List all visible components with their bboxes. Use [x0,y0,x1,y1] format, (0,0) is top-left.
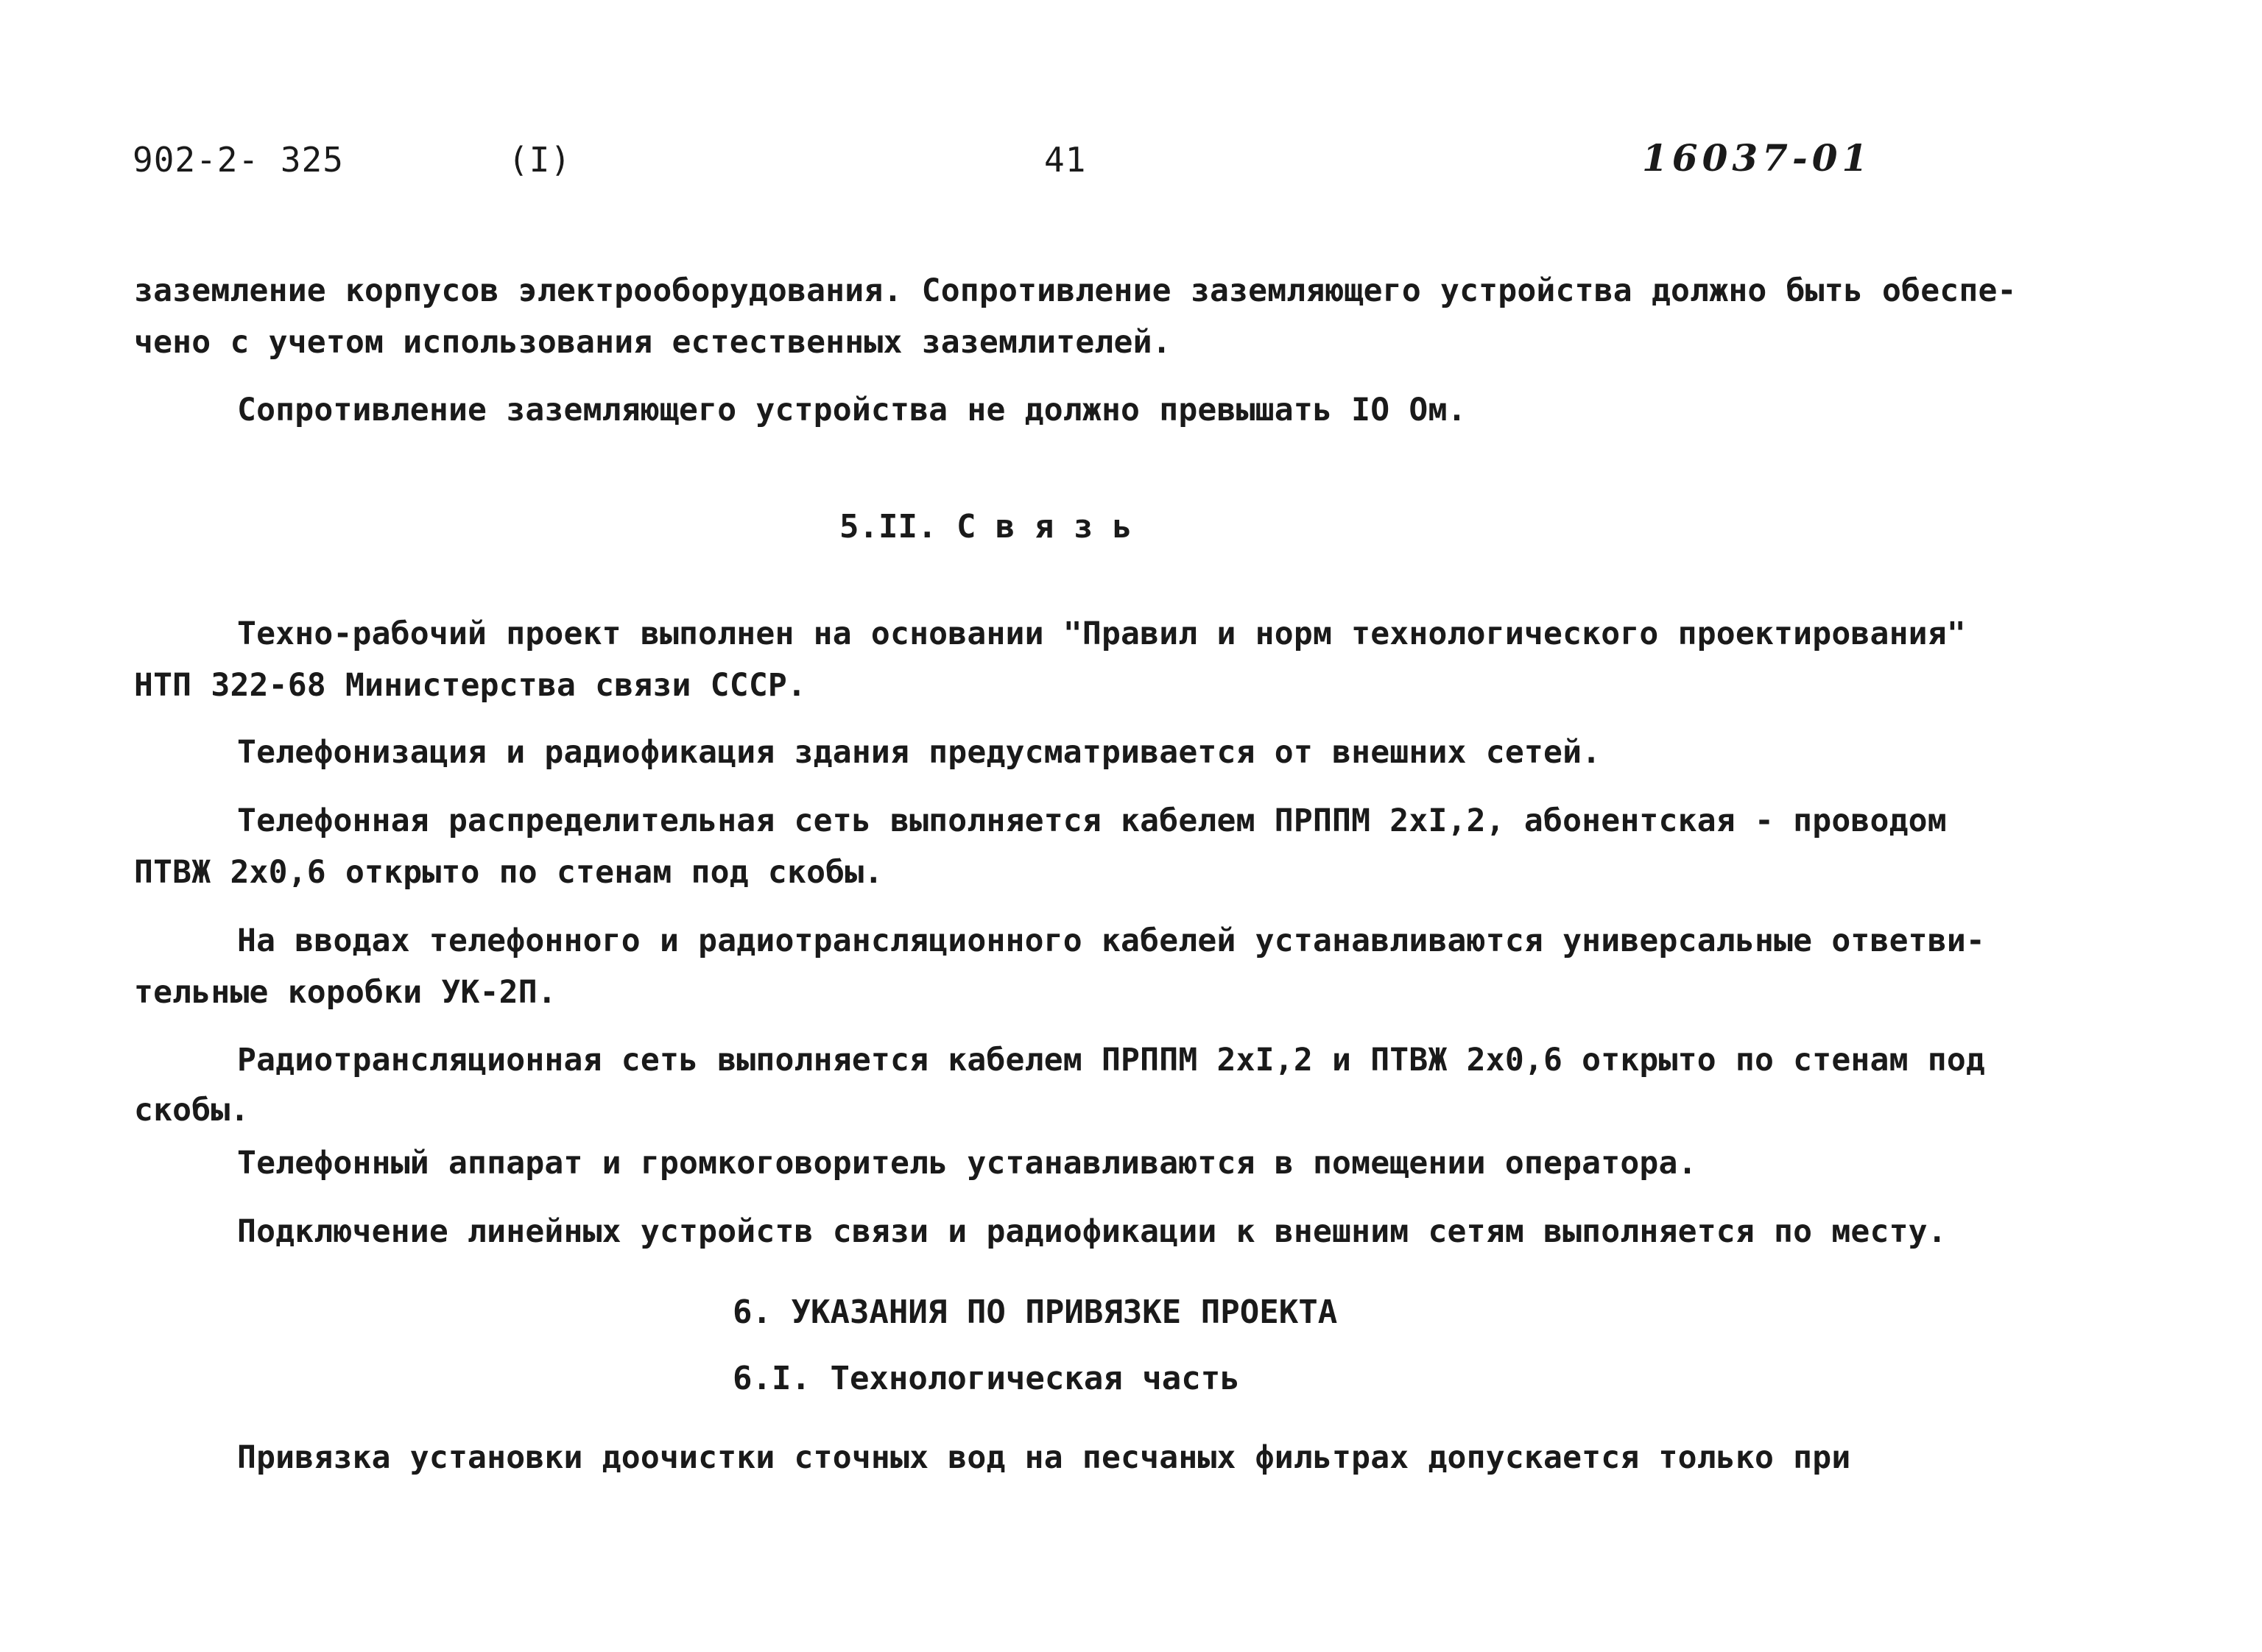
body-line: Радиотрансляционная сеть выполняется кабелем ПРППМ 2хI,2 и ПТВЖ 2х0,6 открыто по стенам под [237,1042,1986,1079]
body-line: Сопротивление заземляющего устройства не должно превышать IO Ом. [237,392,1467,428]
body-line: Подключение линейных устройств связи и радиофикации к внешним сетям выполняется по месту. [237,1213,1947,1250]
document-part: (I) [508,140,572,180]
body-line: тельные коробки УК-2П. [134,974,557,1011]
body-line: Телефонизация и радиофикация здания предусматривается от внешних сетей. [237,734,1602,771]
body-line: НТП 322-68 Министерства связи СССР. [134,667,807,704]
body-line: Техно-рабочий проект выполнен на основании "Правил и норм технологического проектирования" [237,615,1966,652]
section-heading-binding: 6. УКАЗАНИЯ ПО ПРИВЯЗКЕ ПРОЕКТА [733,1293,1338,1331]
page-number: 41 [1044,140,1087,180]
body-line: ПТВЖ 2х0,6 открыто по стенам под скобы. [134,854,884,891]
body-line: заземление корпусов электрооборудования. Сопротивление заземляющего устройства должно быть обеспе- [134,272,2017,309]
subsection-heading-technological: 6.I. Технологическая часть [733,1360,1240,1397]
body-line: Телефонная распределительная сеть выполняется кабелем ПРППМ 2хI,2, абонентская - проводом [237,802,1947,839]
body-line: скобы. [134,1092,250,1129]
body-line: чено с учетом использования естественных заземлителей. [134,324,1171,361]
document-code: 902-2- 325 [133,140,344,180]
handwritten-inventory-number: 16037-01 [1642,136,1872,180]
section-heading-communication: 5.II. С в я з ь [839,508,1132,546]
body-line: На вводах телефонного и радиотрансляционного кабелей устанавливаются универсальные ответви- [237,922,1986,959]
body-line: Привязка установки доочистки сточных вод на песчаных фильтрах допускается только при [237,1439,1851,1476]
body-line: Телефонный аппарат и громкоговоритель устанавливаются в помещении оператора. [237,1145,1697,1182]
